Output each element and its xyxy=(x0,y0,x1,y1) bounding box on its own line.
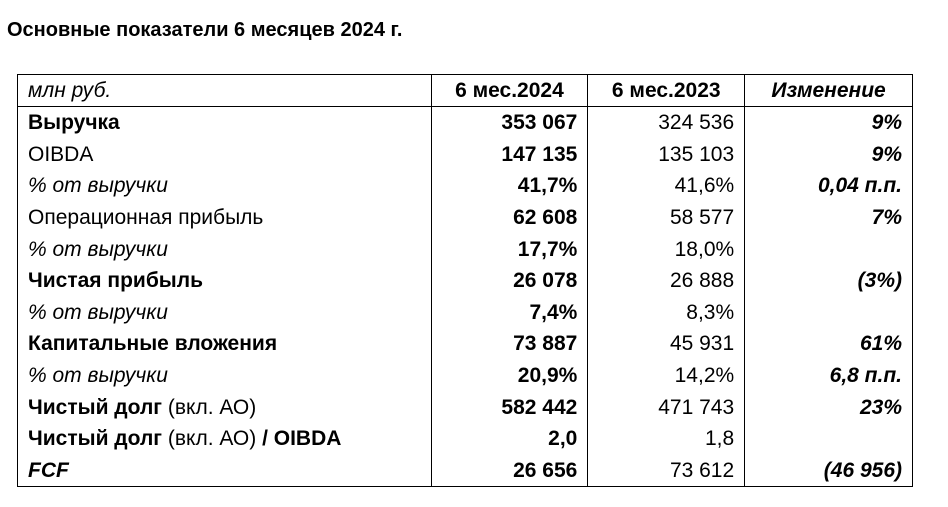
current-value: 26 656 xyxy=(431,455,588,487)
row-label-tail: / OIBDA xyxy=(256,427,342,451)
change-value: (46 956) xyxy=(745,455,913,487)
current-value: 353 067 xyxy=(431,107,588,139)
previous-value: 324 536 xyxy=(588,107,745,139)
change-value xyxy=(745,423,913,455)
row-label: FCF xyxy=(18,455,432,487)
previous-value: 14,2% xyxy=(588,360,745,392)
table-body xyxy=(18,107,913,487)
change-value: 9% xyxy=(745,139,913,171)
table-row xyxy=(18,170,913,202)
change-value: (3%) xyxy=(745,265,913,297)
table-row xyxy=(18,202,913,234)
previous-value: 471 743 xyxy=(588,391,745,423)
table-header xyxy=(18,75,913,107)
current-value: 62 608 xyxy=(431,202,588,234)
previous-value: 45 931 xyxy=(588,328,745,360)
row-label-main: Чистый долг xyxy=(28,427,163,451)
change-value: 61% xyxy=(745,328,913,360)
current-value: 7,4% xyxy=(431,297,588,329)
indicators-table xyxy=(17,74,913,487)
table-row xyxy=(18,391,913,423)
change-value: 6,8 п.п. xyxy=(745,360,913,392)
previous-value: 1,8 xyxy=(588,423,745,455)
previous-value: 73 612 xyxy=(588,455,745,487)
current-value: 20,9% xyxy=(431,360,588,392)
current-period-header: 6 мес.2024 xyxy=(431,75,588,107)
row-label xyxy=(18,423,432,455)
table-row xyxy=(18,107,913,139)
table-row xyxy=(18,233,913,265)
current-value: 73 887 xyxy=(431,328,588,360)
row-label: Капитальные вложения xyxy=(18,328,432,360)
current-value: 41,7% xyxy=(431,170,588,202)
change-header: Изменение xyxy=(745,75,913,107)
table-row xyxy=(18,265,913,297)
table-row xyxy=(18,328,913,360)
change-value: 9% xyxy=(745,107,913,139)
unit-header: млн руб. xyxy=(18,75,432,107)
previous-value: 18,0% xyxy=(588,233,745,265)
row-label: % от выручки xyxy=(18,170,432,202)
previous-value: 41,6% xyxy=(588,170,745,202)
current-value: 26 078 xyxy=(431,265,588,297)
change-value: 23% xyxy=(745,391,913,423)
change-value xyxy=(745,297,913,329)
row-label: % от выручки xyxy=(18,233,432,265)
change-value xyxy=(745,233,913,265)
table-row xyxy=(18,423,913,455)
row-label: % от выручки xyxy=(18,297,432,329)
current-value: 2,0 xyxy=(431,423,588,455)
row-label xyxy=(18,391,432,423)
row-label-note: (вкл. АО) xyxy=(162,427,257,451)
change-value: 0,04 п.п. xyxy=(745,170,913,202)
current-value: 582 442 xyxy=(431,391,588,423)
previous-value: 26 888 xyxy=(588,265,745,297)
table-row xyxy=(18,360,913,392)
current-value: 147 135 xyxy=(431,139,588,171)
current-value: 17,7% xyxy=(431,233,588,265)
row-label: Операционная прибыль xyxy=(18,202,432,234)
row-label: OIBDA xyxy=(18,139,432,171)
row-label-note: (вкл. АО) xyxy=(162,395,257,419)
previous-value: 8,3% xyxy=(588,297,745,329)
row-label-main: Чистый долг xyxy=(28,395,163,419)
row-label: Чистая прибыль xyxy=(18,265,432,297)
table-row xyxy=(18,139,913,171)
previous-period-header: 6 мес.2023 xyxy=(588,75,745,107)
row-label: % от выручки xyxy=(18,360,432,392)
previous-value: 58 577 xyxy=(588,202,745,234)
table-row xyxy=(18,297,913,329)
change-value: 7% xyxy=(745,202,913,234)
table-row xyxy=(18,455,913,487)
document-title: Основные показатели 6 месяцев 2024 г. xyxy=(7,19,403,41)
row-label: Выручка xyxy=(18,107,432,139)
previous-value: 135 103 xyxy=(588,139,745,171)
header-row xyxy=(18,75,913,107)
